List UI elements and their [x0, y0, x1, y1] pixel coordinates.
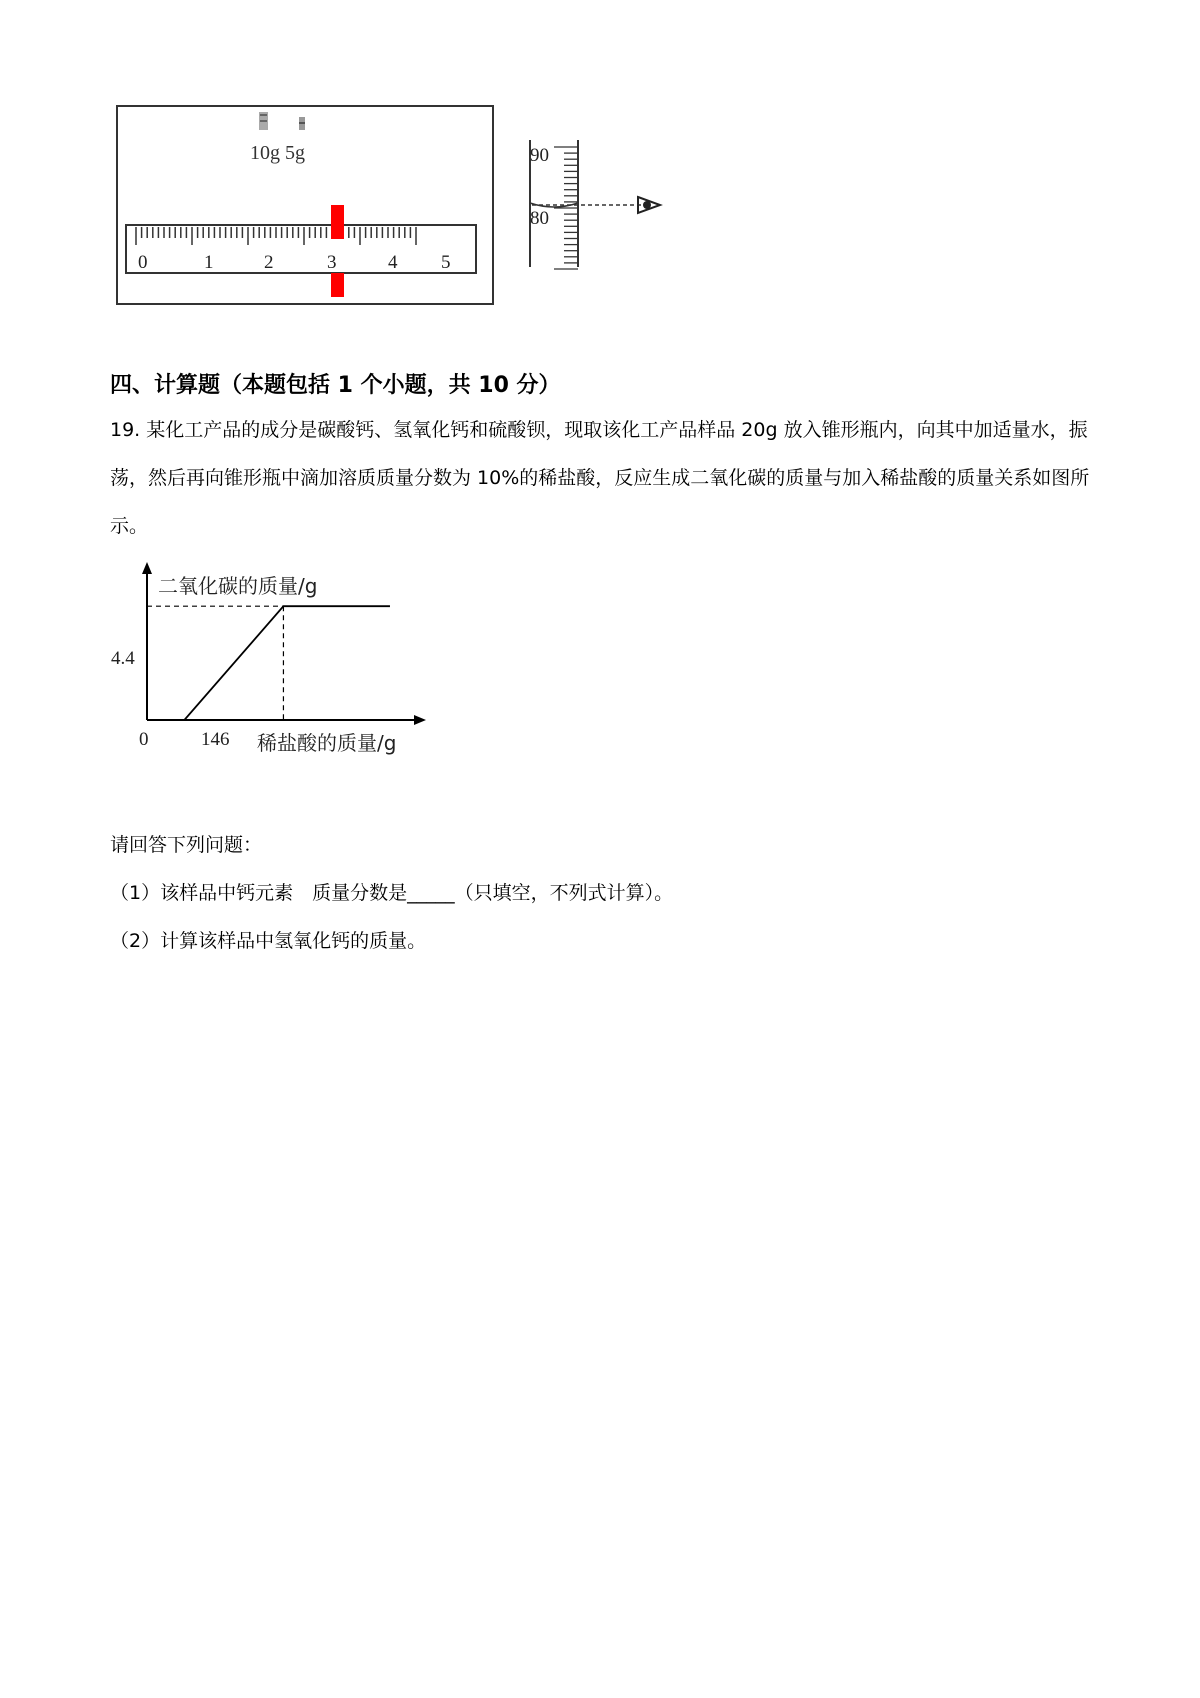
chart-origin-label: 0	[139, 729, 149, 750]
slider-marker-top	[331, 205, 344, 239]
balance-scale-drawing	[116, 105, 496, 305]
cylinder-label-80: 80	[530, 208, 549, 229]
weight-10g-icon	[259, 112, 268, 130]
eye-icon	[638, 197, 660, 213]
scale-tick-5: 5	[441, 252, 451, 273]
chart-x-label: 稀盐酸的质量/g	[257, 731, 397, 755]
chart-y-label: 二氧化碳的质量/g	[158, 574, 318, 598]
cylinder-ticks	[554, 147, 578, 269]
section-title: 四、计算题（本题包括 1 个小题，共 10 分）	[110, 373, 561, 398]
ruler-ticks	[136, 227, 416, 245]
slider-marker-bottom	[331, 273, 344, 297]
x-axis-arrow	[414, 715, 426, 725]
sub-question-2: （2）计算该样品中氢氧化钙的质量。	[110, 930, 427, 952]
y-axis-arrow	[142, 562, 152, 574]
question-number: 19.	[110, 419, 141, 441]
scale-tick-2: 2	[264, 252, 274, 273]
scale-tick-1: 1	[204, 252, 214, 273]
scale-ruler	[126, 225, 476, 273]
sub-question-1: （1）该样品中钙元素 质量分数是_____（只填空，不列式计算）。	[110, 882, 674, 904]
weights-label: 10g 5g	[250, 142, 305, 164]
scale-tick-4: 4	[388, 252, 398, 273]
question-paragraph	[110, 406, 1110, 550]
scale-tick-3: 3	[327, 252, 337, 273]
chart-y-tick: 4.4	[111, 648, 135, 669]
cylinder-label-90: 90	[530, 145, 549, 166]
answer-prompt: 请回答下列问题：	[110, 834, 263, 856]
scale-tick-0: 0	[138, 252, 148, 273]
co2-series-line	[147, 606, 390, 720]
question-text: 某化工产品的成分是碳酸钙、氢氧化钙和硫酸钡，现取该化工产品样品 20g 放入锥形瓶内，向其中加适量水，振荡，然后再向锥形瓶中滴加溶质质量分数为 10%的稀盐酸，反应生成二氧化碳的质量与加入稀盐酸的质量关系如图所示。	[110, 419, 1090, 537]
chart-x-tick: 146	[201, 729, 230, 750]
weight-5g-icon	[299, 117, 305, 130]
